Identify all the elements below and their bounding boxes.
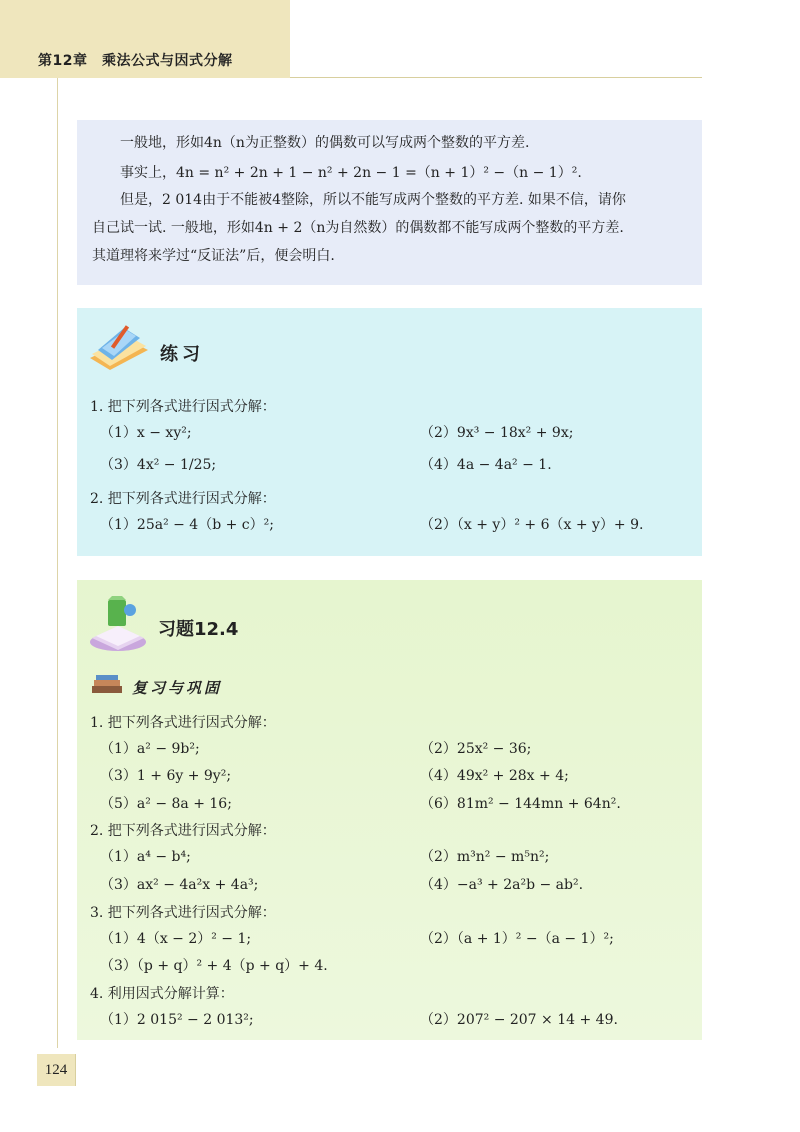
info-line-4: 自己试一试. 一般地，形如4n + 2（n为自然数）的偶数都不能写成两个整数的平方差. (92, 220, 624, 236)
practice-q2-item: （2）（x + y）² + 6（x + y）+ 9. (420, 517, 644, 533)
info-line-1: 一般地，形如4n（n为正整数）的偶数可以写成两个整数的平方差. (120, 135, 530, 151)
chapter-header (0, 0, 290, 78)
exercise-q4-item: （2）207² − 207 × 14 + 49. (420, 1012, 618, 1028)
exercise-q2-item: （2）m³n² − m⁵n²; (420, 849, 550, 865)
exercise-q4-stem: 4. 利用因式分解计算： (90, 986, 234, 1002)
exercise-q1-item: （6）81m² − 144mn + 64n². (420, 796, 621, 812)
exercise-q3-item: （3）（p + q）² + 4（p + q）+ 4. (100, 958, 328, 974)
practice-q1-item: （1）x − xy²; (100, 425, 192, 441)
exercise-title: 习题12.4 (158, 619, 239, 640)
exercise-q2-stem: 2. 把下列各式进行因式分解： (90, 823, 276, 839)
exercise-q1-item: （4）49x² + 28x + 4; (420, 768, 569, 784)
info-line-2: 事实上，4n = n² + 2n + 1 − n² + 2n − 1 =（n + 1）² −（n − 1）². (120, 165, 582, 181)
header-rule (290, 77, 702, 78)
practice-q2-stem: 2. 把下列各式进行因式分解： (90, 491, 276, 507)
margin-rule (57, 78, 58, 1048)
info-line-3: 但是，2 014由于不能被4整除，所以不能写成两个整数的平方差. 如果不信，请你 (120, 192, 626, 208)
exercise-q3-item: （2）（a + 1）² −（a − 1）²; (420, 931, 614, 947)
practice-title: 练习 (160, 344, 204, 365)
practice-book-icon (88, 320, 150, 372)
practice-q1-stem: 1. 把下列各式进行因式分解： (90, 399, 276, 415)
exercise-q1-stem: 1. 把下列各式进行因式分解： (90, 715, 276, 731)
exercise-q1-item: （2）25x² − 36; (420, 741, 532, 757)
practice-q1-item: （2）9x³ − 18x² + 9x; (420, 425, 574, 441)
exercise-q4-item: （1）2 015² − 2 013²; (100, 1012, 254, 1028)
exercise-q2-item: （4）−a³ + 2a²b − ab². (420, 877, 584, 893)
practice-q1-item: （3）4x² − 1/25; (100, 457, 217, 473)
books-icon (90, 674, 124, 696)
exercise-q2-item: （3）ax² − 4a²x + 4a³; (100, 877, 259, 893)
exercise-q1-item: （3）1 + 6y + 9y²; (100, 768, 232, 784)
practice-q1-item: （4）4a − 4a² − 1. (420, 457, 552, 473)
exercise-q1-item: （5）a² − 8a + 16; (100, 796, 232, 812)
info-line-5: 其道理将来学过“反证法”后，便会明白. (92, 248, 335, 264)
exercise-q3-item: （1）4（x − 2）² − 1; (100, 931, 252, 947)
page-number: 124 (37, 1054, 76, 1086)
exercise-q3-stem: 3. 把下列各式进行因式分解： (90, 905, 276, 921)
exercise-subsection: 复习与巩固 (132, 679, 223, 697)
chapter-title: 第12章 乘法公式与因式分解 (38, 53, 233, 69)
practice-q2-item: （1）25a² − 4（b + c）²; (100, 517, 274, 533)
exercise-q2-item: （1）a⁴ − b⁴; (100, 849, 191, 865)
exercise-book-icon (86, 596, 150, 654)
exercise-q1-item: （1）a² − 9b²; (100, 741, 200, 757)
